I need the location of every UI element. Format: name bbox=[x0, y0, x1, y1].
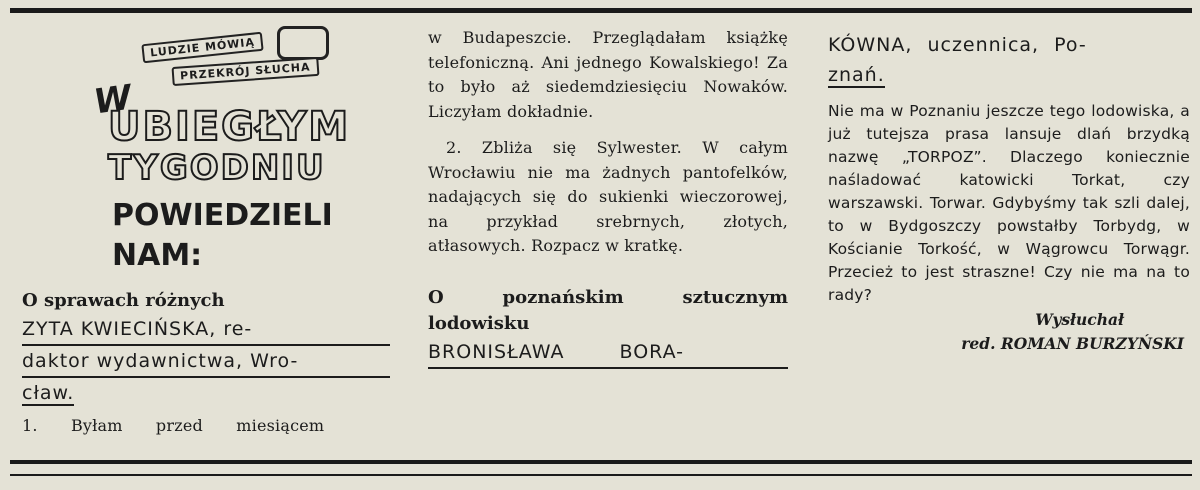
author-role-line: daktor wydawnictwa, Wro- bbox=[22, 346, 390, 378]
bottom-rule bbox=[10, 460, 1192, 464]
author-city-line-3 bbox=[828, 60, 885, 90]
column-3-text: Nie ma w Poznaniu jeszcze tego lodowiska, a już tutejsza prasa lansuje dlań brzydką nazwę „TORPOZ”. Dlaczego koniecznie naśladować katowicki Torkat, czy warszawski. Torwar. Gdybyśmy tak szli dalej, to w Bydgoszczy powstałby Torbydg, w Kościanie Torkość, w Wągrowcu Torwągr. Przecież to jest straszne! Czy nie ma na to rady? bbox=[828, 102, 1190, 304]
logo-plate-icon bbox=[277, 26, 329, 60]
author-city-3: znań. bbox=[828, 64, 885, 86]
column-2-text-1: w Budapeszcie. Przeglądałam książkę telefoniczną. Ani jednego Kowalskiego! Za to było aż siedemdziesięciu Nowaków. Liczyłam dokładnie. bbox=[428, 28, 788, 121]
logo-line-3: POWIEDZIELI bbox=[112, 198, 333, 233]
column-1 bbox=[22, 26, 390, 439]
author-name-line-3: KÓWNA, uczennica, Po- bbox=[828, 34, 1087, 56]
column-3 bbox=[828, 30, 1190, 355]
author-city: cław. bbox=[22, 382, 75, 404]
signature-name: red. ROMAN BURZYŃSKI bbox=[961, 334, 1184, 353]
logo-line-2: TYGODNIU bbox=[108, 148, 326, 188]
top-rule bbox=[10, 8, 1192, 13]
section-heading-2: O poznańskim sztucznym lodowisku bbox=[428, 286, 788, 334]
section-heading: O sprawach różnych bbox=[22, 290, 225, 311]
author-name-line-2: BRONISŁAWA BORA- bbox=[428, 337, 788, 369]
author-name-line: ZYTA KWIECIŃSKA, re- bbox=[22, 314, 390, 346]
logo-line-4: NAM: bbox=[112, 238, 203, 273]
author-city-line bbox=[22, 378, 74, 408]
column-2-text-2: 2. Zbliża się Sylwester. W całym Wrocławiu nie ma żadnych pantofelków, nadających się do sukienki wieczorowej, na przykład srebrnych, złotych, atłasowych. Rozpacz w kratkę. bbox=[428, 138, 788, 255]
column-2 bbox=[428, 26, 788, 369]
logo-banner-top: LUDZIE MÓWIĄ bbox=[141, 32, 263, 64]
logo-line-1: UBIEGŁYM bbox=[108, 104, 351, 150]
bottom-rule-thin bbox=[10, 474, 1192, 476]
column-1-text: 1. Byłam przed miesiącem bbox=[22, 416, 325, 435]
column-logo bbox=[22, 26, 390, 288]
logo-banner-bottom: PRZEKRÓJ SŁUCHA bbox=[172, 57, 320, 86]
logo-w: W bbox=[91, 77, 135, 123]
signature-label: Wysłuchał bbox=[1035, 310, 1124, 329]
